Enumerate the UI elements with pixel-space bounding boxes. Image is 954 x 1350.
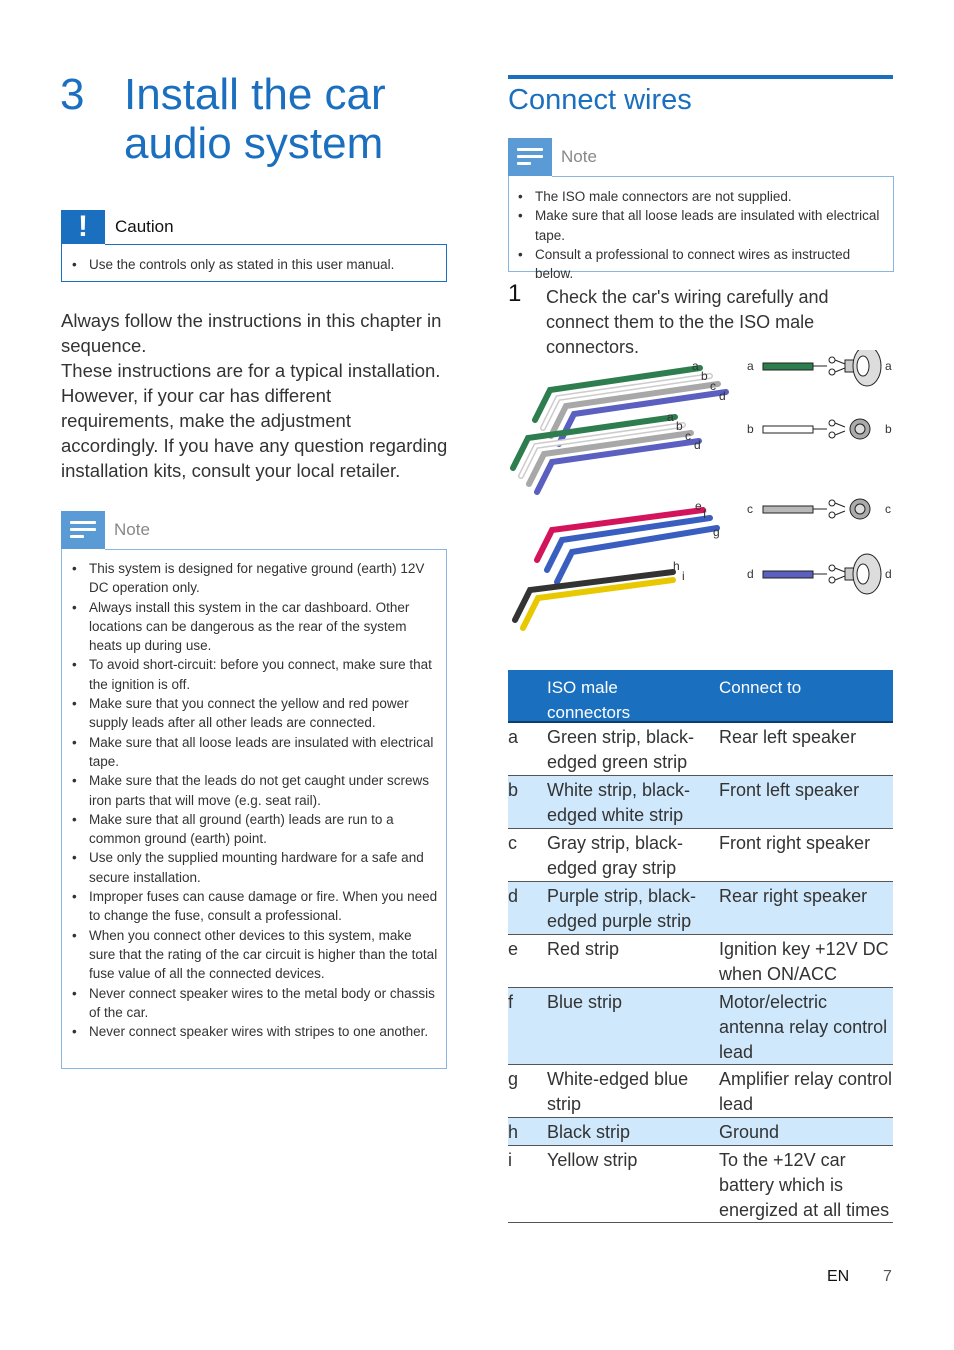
- intro-paragraph: Always follow the instructions in this chapter in sequence.: [61, 310, 442, 356]
- note-item: • This system is designed for negative ground (earth) 12V DC operation only.: [72, 559, 440, 598]
- svg-text:d: d: [747, 567, 754, 581]
- table-row: [508, 1146, 893, 1223]
- note-item: • To avoid short-circuit: before you connect, make sure that the ignition is off.: [72, 655, 440, 694]
- chapter-number: 3: [60, 70, 85, 119]
- wire-label-b: b: [701, 369, 708, 383]
- row-target: Ignition key +12V DC when ON/ACC: [719, 939, 889, 984]
- note-item: • The ISO male connectors are not supplied.: [518, 187, 888, 206]
- row-key: d: [508, 886, 519, 906]
- svg-text:d: d: [885, 567, 892, 581]
- wire-label-c: c: [710, 379, 716, 393]
- step-text: Check the car's wiring carefully and connect them to the the ISO male connectors.: [546, 287, 829, 357]
- row-key: f: [508, 992, 514, 1012]
- table-row: [508, 829, 893, 882]
- wire-label-d: d: [694, 438, 701, 452]
- row-connector: Purple strip, black-edged purple strip: [547, 886, 697, 931]
- row-key: c: [508, 833, 517, 853]
- table-header-target: Connect to: [719, 678, 802, 697]
- note-item: • Consult a professional to connect wires as instructed below.: [518, 245, 888, 284]
- row-connector: Green strip, black-edged green strip: [547, 727, 695, 772]
- row-connector: Gray strip, black-edged gray strip: [547, 833, 684, 878]
- row-target: Rear left speaker: [719, 727, 857, 747]
- row-target: Ground: [719, 1122, 780, 1142]
- row-connector: Black strip: [547, 1122, 631, 1142]
- note-item: • Use only the supplied mounting hardware for a safe and secure installation.: [72, 848, 440, 887]
- speaker-row-a: [747, 350, 892, 386]
- note-item: • Make sure that the leads do not get caught under screws iron parts that will move (e.g. seat rail).: [72, 771, 440, 810]
- wire-label-a: a: [692, 359, 699, 373]
- row-target: Front left speaker: [719, 780, 860, 800]
- wire-bundle-4: [515, 572, 673, 628]
- row-key: i: [508, 1150, 512, 1170]
- note-item: • Make sure that all ground (earth) leads are run to a common ground (earth) point.: [72, 810, 440, 849]
- note-item: • Never connect speaker wires with stripes to one another.: [72, 1022, 440, 1041]
- section-title: Connect wires: [508, 84, 692, 116]
- note-label: Note: [561, 147, 597, 166]
- table-row: [508, 723, 893, 776]
- note-label: Note: [114, 520, 150, 539]
- intro-text: [61, 308, 449, 483]
- row-key: a: [508, 727, 519, 747]
- row-key: g: [508, 1069, 519, 1089]
- footer-language: EN: [827, 1268, 850, 1285]
- row-connector: Red strip: [547, 939, 620, 959]
- wire-label-a: a: [667, 410, 674, 424]
- speaker-row-d: [747, 554, 892, 594]
- wire-label-d: d: [719, 389, 726, 403]
- wire-label-b: b: [676, 419, 683, 433]
- note-item: • Make sure that all loose leads are insulated with electrical tape.: [518, 206, 888, 245]
- row-key: e: [508, 939, 519, 959]
- wire-label-f: f: [703, 507, 707, 521]
- note-item: • Improper fuses can cause damage or fire. When you need to change the fuse, consult a professional.: [72, 887, 440, 926]
- wire-label-g: g: [713, 525, 720, 539]
- table-row: [508, 988, 893, 1065]
- exclamation-icon: !: [61, 210, 105, 244]
- speaker-row-c: [747, 499, 891, 519]
- connector-table: [508, 670, 893, 1223]
- table-row: [508, 935, 893, 988]
- speaker-row-b: [747, 419, 892, 439]
- wiring-diagram: [505, 350, 895, 640]
- caution-item: • Use the controls only as stated in this user manual.: [72, 255, 442, 274]
- row-target: Front right speaker: [719, 833, 871, 853]
- table-row: [508, 776, 893, 829]
- row-target: Amplifier relay control lead: [719, 1069, 893, 1114]
- table-header-connector: ISO male connectors: [547, 678, 631, 722]
- caution-list: [72, 255, 442, 274]
- note-item: • When you connect other devices to this system, make sure that the rating of the car circuit is higher than the total fuse value of all the connected devices.: [72, 926, 440, 984]
- table-row: [508, 1065, 893, 1118]
- row-connector: White strip, black-edged white strip: [547, 780, 691, 825]
- wire-label-h: h: [673, 559, 680, 573]
- svg-text:b: b: [885, 422, 892, 436]
- note-item: • Make sure that all loose leads are insulated with electrical tape.: [72, 733, 440, 772]
- wire-label-i: i: [682, 569, 685, 583]
- row-key: b: [508, 780, 519, 800]
- row-connector: White-edged blue strip: [547, 1069, 689, 1114]
- wire-bundle-3: [537, 510, 717, 582]
- step-number: 1: [508, 280, 522, 307]
- wire-label-e: e: [695, 499, 702, 513]
- row-connector: Blue strip: [547, 992, 623, 1012]
- note-list: [72, 559, 440, 1041]
- section-rule: [508, 75, 893, 79]
- svg-text:b: b: [747, 422, 754, 436]
- table-row: [508, 882, 893, 935]
- row-target: Motor/electric antenna relay control lead: [719, 992, 888, 1062]
- note-item: • Make sure that you connect the yellow and red power supply leads after all other leads are connected.: [72, 694, 440, 733]
- intro-paragraph: These instructions are for a typical installation. However, if your car has different requirements, make the adjustment accordingly. If you have any question regarding installation kits, consult your local retailer.: [61, 360, 448, 481]
- note-icon: [61, 511, 105, 549]
- row-target: To the +12V car battery which is energized at all times: [719, 1150, 890, 1220]
- note-item: • Always install this system in the car dashboard. Other locations can be dangerous as the rear of the system heats up during use.: [72, 598, 440, 656]
- row-key: h: [508, 1122, 519, 1142]
- svg-text:a: a: [885, 359, 892, 373]
- svg-text:c: c: [885, 502, 891, 516]
- note-icon: [508, 138, 552, 176]
- row-target: Rear right speaker: [719, 886, 868, 906]
- page-number: 7: [883, 1268, 892, 1285]
- note-item: • Never connect speaker wires to the metal body or chassis of the car.: [72, 984, 440, 1023]
- svg-text:c: c: [747, 502, 753, 516]
- note-list: [518, 187, 888, 283]
- row-connector: Yellow strip: [547, 1150, 638, 1170]
- table-row: [508, 1118, 893, 1146]
- wire-label-c: c: [685, 429, 691, 443]
- table-header: [508, 670, 893, 723]
- chapter-title: Install the car audio system: [124, 70, 386, 168]
- caution-label: Caution: [115, 217, 174, 236]
- svg-text:a: a: [747, 359, 754, 373]
